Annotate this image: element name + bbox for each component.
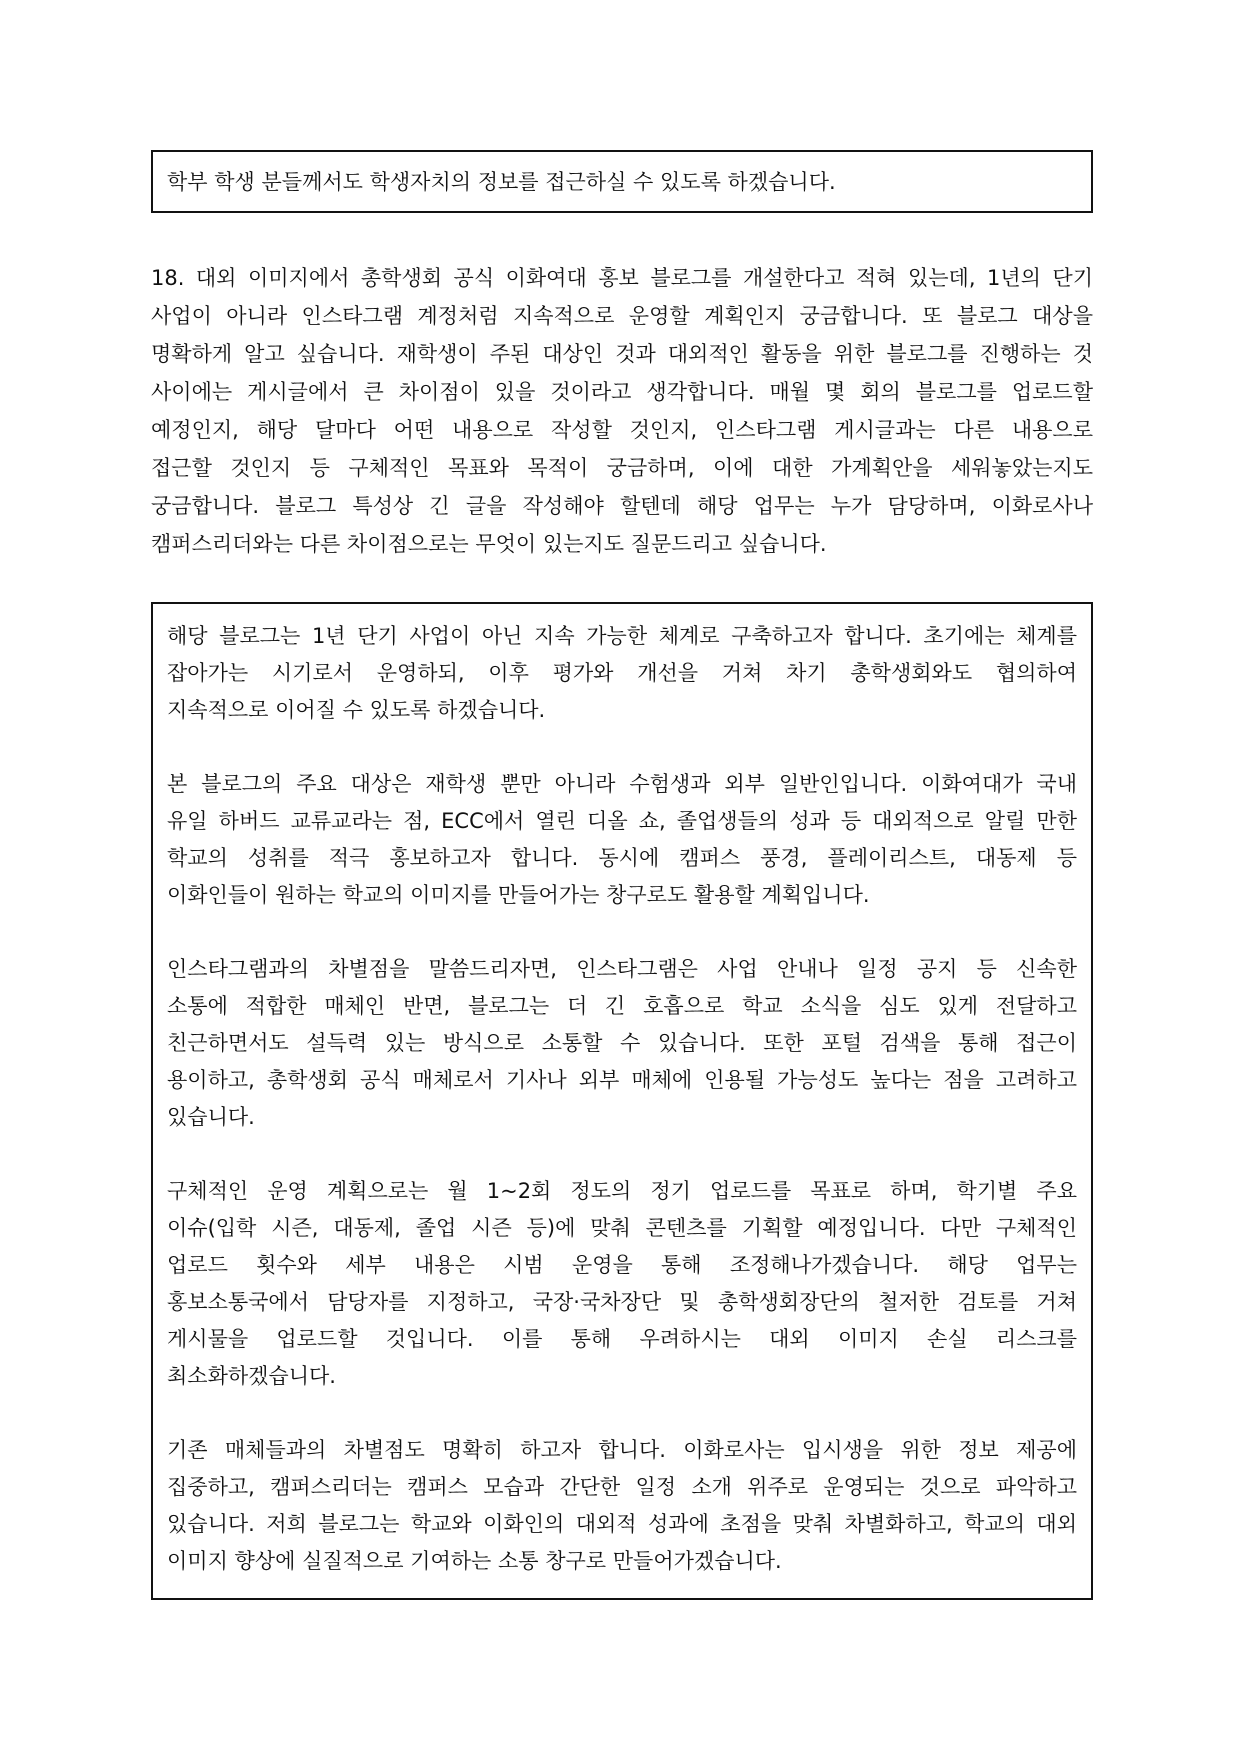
answer-line: 구체적인 운영 계획으로는 월 1~2회 정도의 정기 업로드를 목표로 하며, 학기별 주요	[167, 1179, 1077, 1203]
answer-line: 이미지 향상에 실질적으로 기여하는 소통 창구로 만들어가겠습니다.	[167, 1549, 782, 1573]
answer-line: 인스타그램과의 차별점을 말씀드리자면, 인스타그램은 사업 안내나 일정 공지 등 신속한	[167, 957, 1077, 981]
answer-line: 용이하고, 총학생회 공식 매체로서 기사나 외부 매체에 인용될 가능성도 높다는 점을 고려하고	[167, 1068, 1077, 1092]
question-line: 명확하게 알고 싶습니다. 재학생이 주된 대상인 것과 대외적인 활동을 위한 블로그를 진행하는 것	[151, 342, 1093, 366]
question-line: 궁금합니다. 블로그 특성상 긴 글을 작성해야 할텐데 해당 업무는 누가 담당하며, 이화로사나	[151, 494, 1093, 518]
previous-answer-line: 학부 학생 분들께서도 학생자치의 정보를 접근하실 수 있도록 하겠습니다.	[167, 170, 836, 194]
question-line: 사이에는 게시글에서 큰 차이점이 있을 것이라고 생각합니다. 매월 몇 회의 블로그를 업로드할	[151, 380, 1093, 404]
answer-paragraph-operation-plan	[167, 1173, 1077, 1395]
answer-line: 이슈(입학 시즌, 대동제, 졸업 시즌 등)에 맞춰 콘텐츠를 기획할 예정입니다. 다만 구체적인	[167, 1216, 1077, 1240]
answer-box	[151, 602, 1093, 1600]
question-line: 예정인지, 해당 달마다 어떤 내용으로 작성할 것인지, 인스타그램 게시글과는 다른 내용으로	[151, 418, 1093, 442]
answer-paragraph-continuity	[167, 618, 1077, 729]
answer-line: 해당 블로그는 1년 단기 사업이 아닌 지속 가능한 체계로 구축하고자 합니다. 초기에는 체계를	[167, 624, 1077, 648]
question-18	[151, 259, 1093, 563]
answer-line: 친근하면서도 설득력 있는 방식으로 소통할 수 있습니다. 또한 포털 검색을 통해 접근이	[167, 1031, 1077, 1055]
answer-line: 홍보소통국에서 담당자를 지정하고, 국장·국차장단 및 총학생회장단의 철저한 검토를 거쳐	[167, 1290, 1077, 1314]
answer-line: 최소화하겠습니다.	[167, 1364, 336, 1388]
answer-paragraph-media-difference	[167, 1432, 1077, 1580]
answer-line: 게시물을 업로드할 것입니다. 이를 통해 우려하시는 대외 이미지 손실 리스크를	[167, 1327, 1077, 1351]
answer-line: 잡아가는 시기로서 운영하되, 이후 평가와 개선을 거쳐 차기 총학생회와도 협의하여	[167, 661, 1077, 685]
answer-line: 이화인들이 원하는 학교의 이미지를 만들어가는 창구로도 활용할 계획입니다.	[167, 883, 870, 907]
answer-line: 소통에 적합한 매체인 반면, 블로그는 더 긴 호흡으로 학교 소식을 심도 있게 전달하고	[167, 994, 1077, 1018]
answer-line: 업로드 횟수와 세부 내용은 시범 운영을 통해 조정해나가겠습니다. 해당 업무는	[167, 1253, 1077, 1277]
answer-paragraph-instagram-difference	[167, 951, 1077, 1136]
question-line: 캠퍼스리더와는 다른 차이점으로는 무엇이 있는지도 질문드리고 싶습니다.	[151, 532, 827, 556]
previous-answer-box	[151, 150, 1093, 213]
answer-line: 집중하고, 캠퍼스리더는 캠퍼스 모습과 간단한 일정 소개 위주로 운영되는 것으로 파악하고	[167, 1475, 1077, 1499]
answer-line: 학교의 성취를 적극 홍보하고자 합니다. 동시에 캠퍼스 풍경, 플레이리스트, 대동제 등	[167, 846, 1077, 870]
answer-paragraph-audience	[167, 766, 1077, 914]
answer-line: 유일 하버드 교류교라는 점, ECC에서 열린 디올 쇼, 졸업생들의 성과 등 대외적으로 알릴 만한	[167, 809, 1077, 833]
answer-line: 있습니다.	[167, 1105, 255, 1129]
question-line: 18. 대외 이미지에서 총학생회 공식 이화여대 홍보 블로그를 개설한다고 적혀 있는데, 1년의 단기	[151, 266, 1093, 290]
answer-line: 지속적으로 이어질 수 있도록 하겠습니다.	[167, 698, 546, 722]
answer-line: 기존 매체들과의 차별점도 명확히 하고자 합니다. 이화로사는 입시생을 위한 정보 제공에	[167, 1438, 1077, 1462]
question-line: 사업이 아니라 인스타그램 계정처럼 지속적으로 운영할 계획인지 궁금합니다. 또 블로그 대상을	[151, 304, 1093, 328]
question-line: 접근할 것인지 등 구체적인 목표와 목적이 궁금하며, 이에 대한 가계획안을 세워놓았는지도	[151, 456, 1093, 480]
answer-line: 본 블로그의 주요 대상은 재학생 뿐만 아니라 수험생과 외부 일반인입니다. 이화여대가 국내	[167, 772, 1077, 796]
answer-line: 있습니다. 저희 블로그는 학교와 이화인의 대외적 성과에 초점을 맞춰 차별화하고, 학교의 대외	[167, 1512, 1077, 1536]
